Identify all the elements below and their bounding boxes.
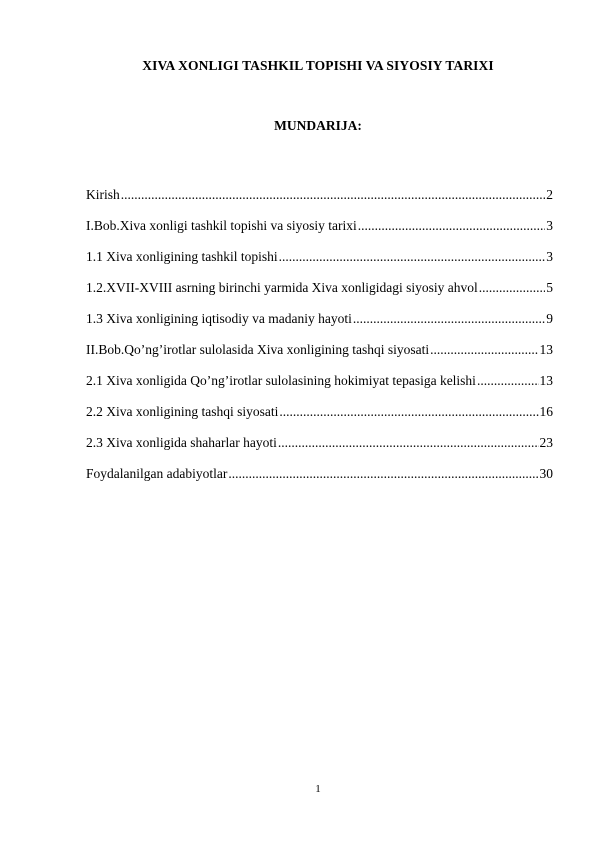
- toc-entry-label: 2.2 Xiva xonligining tashqi siyosati: [86, 404, 279, 419]
- toc-entry-page: 23: [539, 435, 553, 450]
- toc-entry-section-2-3[interactable]: [86, 435, 553, 466]
- toc-entry-section-1-3[interactable]: [86, 311, 553, 342]
- toc-leader-dots: [430, 342, 538, 358]
- toc-leader-dots: [228, 466, 538, 482]
- toc-entry-page: 13: [539, 342, 553, 357]
- toc-entry-chapter-2[interactable]: [86, 342, 553, 373]
- toc-entry-chapter-1[interactable]: [86, 218, 553, 249]
- toc-entry-page: 9: [546, 311, 553, 326]
- toc-entry-label: 2.1 Xiva xonligida Qo’ng’irotlar sulolasining hokimiyat tepasiga kelishi: [86, 373, 476, 388]
- toc-entry-label: Kirish: [86, 187, 120, 202]
- toc-entry-label: 1.3 Xiva xonligining iqtisodiy va madaniy hayoti: [86, 311, 352, 326]
- toc-entry-section-2-2[interactable]: [86, 404, 553, 435]
- toc-leader-dots: [358, 218, 546, 234]
- toc-entry-page: 16: [539, 404, 553, 419]
- toc-leader-dots: [353, 311, 545, 327]
- toc-entry-label: 2.3 Xiva xonligida shaharlar hayoti: [86, 435, 277, 450]
- toc-entry-page: 30: [539, 466, 553, 481]
- toc-entry-section-2-1[interactable]: [86, 373, 553, 404]
- toc-leader-dots: [479, 280, 545, 296]
- toc-leader-dots: [477, 373, 539, 389]
- toc-entry-page: 2: [546, 187, 553, 202]
- toc-leader-dots: [279, 404, 538, 420]
- toc-entry-section-1-1[interactable]: [86, 249, 553, 280]
- toc-entry-label: Foydalanilgan adabiyotlar: [86, 466, 228, 481]
- toc-heading: MUNDARIJA:: [274, 118, 362, 133]
- toc-entry-bibliography[interactable]: [86, 466, 553, 497]
- toc-entry-page: 3: [546, 249, 553, 264]
- page-number: 1: [315, 783, 321, 795]
- toc-entry-page: 3: [546, 218, 553, 233]
- toc-leader-dots: [278, 435, 539, 451]
- toc-entry-label: I.Bob.Xiva xonligi tashkil topishi va siyosiy tarixi: [86, 218, 357, 233]
- table-of-contents: [86, 187, 553, 497]
- toc-entry-label: II.Bob.Qo’ng’irotlar sulolasida Xiva xonligining tashqi siyosati: [86, 342, 430, 357]
- toc-entry-page: 13: [539, 373, 553, 388]
- toc-entry-page: 5: [546, 280, 553, 295]
- toc-entry-section-1-2[interactable]: [86, 280, 553, 311]
- toc-leader-dots: [279, 249, 546, 265]
- document-title: XIVA XONLIGI TASHKIL TOPISHI VA SIYOSIY TARIXI: [142, 58, 494, 73]
- toc-entry-label: 1.2.XVII-XVIII asrning birinchi yarmida Xiva xonligidagi siyosiy ahvol: [86, 280, 478, 295]
- toc-entry-kirish[interactable]: [86, 187, 553, 218]
- toc-leader-dots: [121, 187, 546, 203]
- toc-entry-label: 1.1 Xiva xonligining tashkil topishi: [86, 249, 278, 264]
